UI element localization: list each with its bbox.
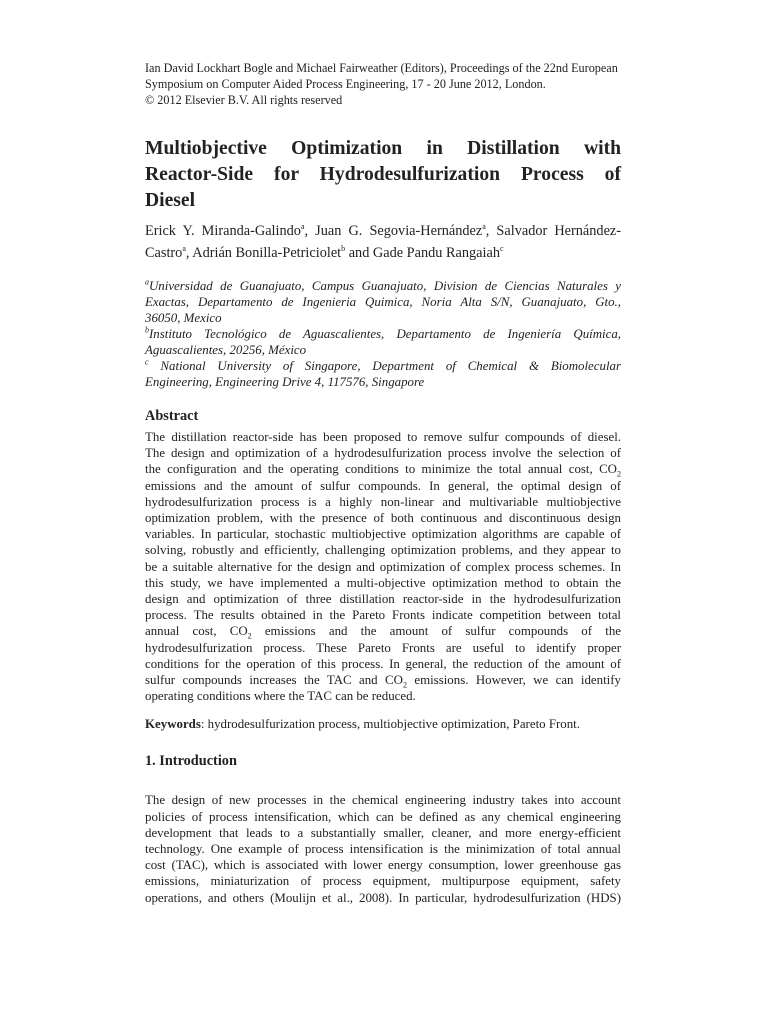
- affil-marker: b: [145, 325, 149, 335]
- text-line: operations, and others (Moulijn et al., 2008). In particular, hydrodesulfurization (HDS): [145, 890, 621, 905]
- text-fragment: emissions. However, we can identify: [406, 673, 621, 688]
- text-line: this study, we have implemented a multi-objective optimization method to obtain the: [145, 575, 621, 590]
- text-line: optimization problem, with the presence of both continuous and discontinuous design: [145, 511, 621, 526]
- subscript: 2: [617, 469, 621, 479]
- text-line: technology. One example of process intensification is the minimization of total annual: [145, 842, 621, 857]
- affiliation-line: Exactas, Departamento de Ingenieria Quimica, Noria Alta S/N, Guanajuato, Gto.,: [145, 295, 621, 309]
- abstract-heading: Abstract: [145, 408, 199, 424]
- affiliation-c: [145, 358, 621, 390]
- header-line: Ian David Lockhart Bogle and Michael Fairweather (Editors), Proceedings of the 22nd European: [145, 61, 618, 75]
- affil-marker: b: [341, 244, 346, 254]
- text-line: emissions, miniaturization of process equipment, multipurpose equipment, safety: [145, 874, 621, 889]
- affiliation-line: Engineering, Engineering Drive 4, 117576, Singapore: [145, 375, 425, 389]
- text-line: conditions for the operation of this process. In general, the reduction of the amount of: [145, 656, 621, 671]
- text-fragment: annual cost, CO: [145, 624, 248, 639]
- keywords-label: Keywords: [145, 717, 201, 732]
- abstract-body: [145, 429, 621, 704]
- text-line: process. The results obtained in the Pareto Fronts indicate competition between total: [145, 608, 621, 623]
- text-line: be a suitable alternative for the design and optimization of complex process schemes. In: [145, 559, 621, 574]
- author-name: , Adrián Bonilla-Petriciolet: [185, 245, 342, 261]
- text-line: [145, 461, 621, 477]
- text-line: hydrodesulfurization process is a highly non-linear and multivariable multiobjective: [145, 494, 621, 509]
- text-line: The distillation reactor-side has been proposed to remove sulfur compounds of diesel.: [145, 430, 621, 444]
- affil-marker: a: [145, 277, 149, 287]
- text-line: variables. In particular, stochastic multiobjective optimization algorithms are capable of: [145, 527, 621, 542]
- author-name: and Gade Pandu Rangaiah: [345, 245, 500, 261]
- text-line: solving, robustly and efficiently, challenging optimization problems, and they appear to: [145, 543, 621, 558]
- title-line: Diesel: [145, 190, 196, 211]
- text-line: The design of new processes in the chemical engineering industry takes into account: [145, 793, 621, 808]
- affiliation-line: Aguascalientes, 20256, México: [145, 343, 307, 357]
- affiliation-line: [145, 358, 621, 374]
- author-list: [145, 220, 621, 264]
- title-line: Reactor-Side for Hydrodesulfurization Process of: [145, 164, 621, 185]
- keywords-text: : hydrodesulfurization process, multiobjective optimization, Pareto Front.: [200, 717, 580, 732]
- header-line: Symposium on Computer Aided Process Engineering, 17 - 20 June 2012, London.: [145, 77, 546, 91]
- author-name: Castro: [145, 245, 183, 261]
- affiliation-text: Instituto Tecnológico de Aguascalientes, Departamento de Ingeniería Química,: [149, 327, 621, 341]
- affil-marker: a: [300, 222, 305, 232]
- title-line: Multiobjective Optimization in Distillation with: [145, 138, 621, 159]
- author-line: [145, 242, 621, 264]
- author-name: , Salvador Hernández-: [485, 223, 622, 239]
- author-name: , Juan G. Segovia-Hernández: [304, 223, 483, 239]
- text-line: development that leads to a substantially smaller, cleaner, and more energy-efficient: [145, 825, 621, 840]
- text-line: emissions and the amount of sulfur compounds. In general, the optimal design of: [145, 478, 621, 493]
- introduction-body: [145, 792, 621, 905]
- keywords: [145, 716, 621, 732]
- affiliation-line: 36050, Mexico: [145, 311, 222, 325]
- affiliation-line: [145, 326, 621, 342]
- affil-marker: a: [482, 222, 486, 232]
- text-line: The design and optimization of a hydrodesulfurization process involve the selection of: [145, 446, 621, 461]
- affil-marker: c: [499, 244, 504, 254]
- text-fragment: emissions and the amount of sulfur compounds of the: [251, 624, 621, 639]
- affil-marker: c: [145, 357, 149, 367]
- text-line: [145, 672, 621, 688]
- subscript: 2: [402, 680, 407, 690]
- introduction-heading: 1. Introduction: [145, 753, 237, 770]
- affiliation-text: Universidad de Guanajuato, Campus Guanajuato, Division de Ciencias Naturales y: [149, 279, 621, 293]
- text-line: design and optimization of three distillation reactor-side in the hydrodesulfurization: [145, 592, 621, 607]
- text-line: [145, 623, 621, 642]
- paper-title: [145, 136, 621, 214]
- proceedings-header: [145, 60, 621, 108]
- text-fragment: sulfur compounds increases the TAC and CO: [145, 673, 403, 688]
- author-line: [145, 220, 621, 242]
- text-line: hydrodesulfurization process. These Pareto Fronts are useful to identify proper: [145, 640, 621, 655]
- text-line: policies of process intensification, which can be defined as any chemical engineering: [145, 809, 621, 824]
- affiliation-text: National University of Singapore, Department of Chemical & Biomolecular: [148, 359, 621, 373]
- text-line: operating conditions where the TAC can be reduced.: [145, 689, 416, 704]
- affiliation-b: [145, 326, 621, 358]
- affiliation-a: [145, 278, 621, 326]
- author-name: Erick Y. Miranda-Galindo: [145, 223, 301, 239]
- header-line: © 2012 Elsevier B.V. All rights reserved: [145, 93, 343, 107]
- affiliation-line: [145, 278, 621, 294]
- subscript: 2: [247, 632, 252, 642]
- text-fragment: the configuration and the operating conditions to minimize the total annual cost, CO: [145, 462, 617, 477]
- affiliations: [145, 278, 621, 390]
- text-line: cost (TAC), which is associated with lower energy consumption, lower greenhouse gas: [145, 858, 621, 873]
- affil-marker: a: [182, 244, 186, 254]
